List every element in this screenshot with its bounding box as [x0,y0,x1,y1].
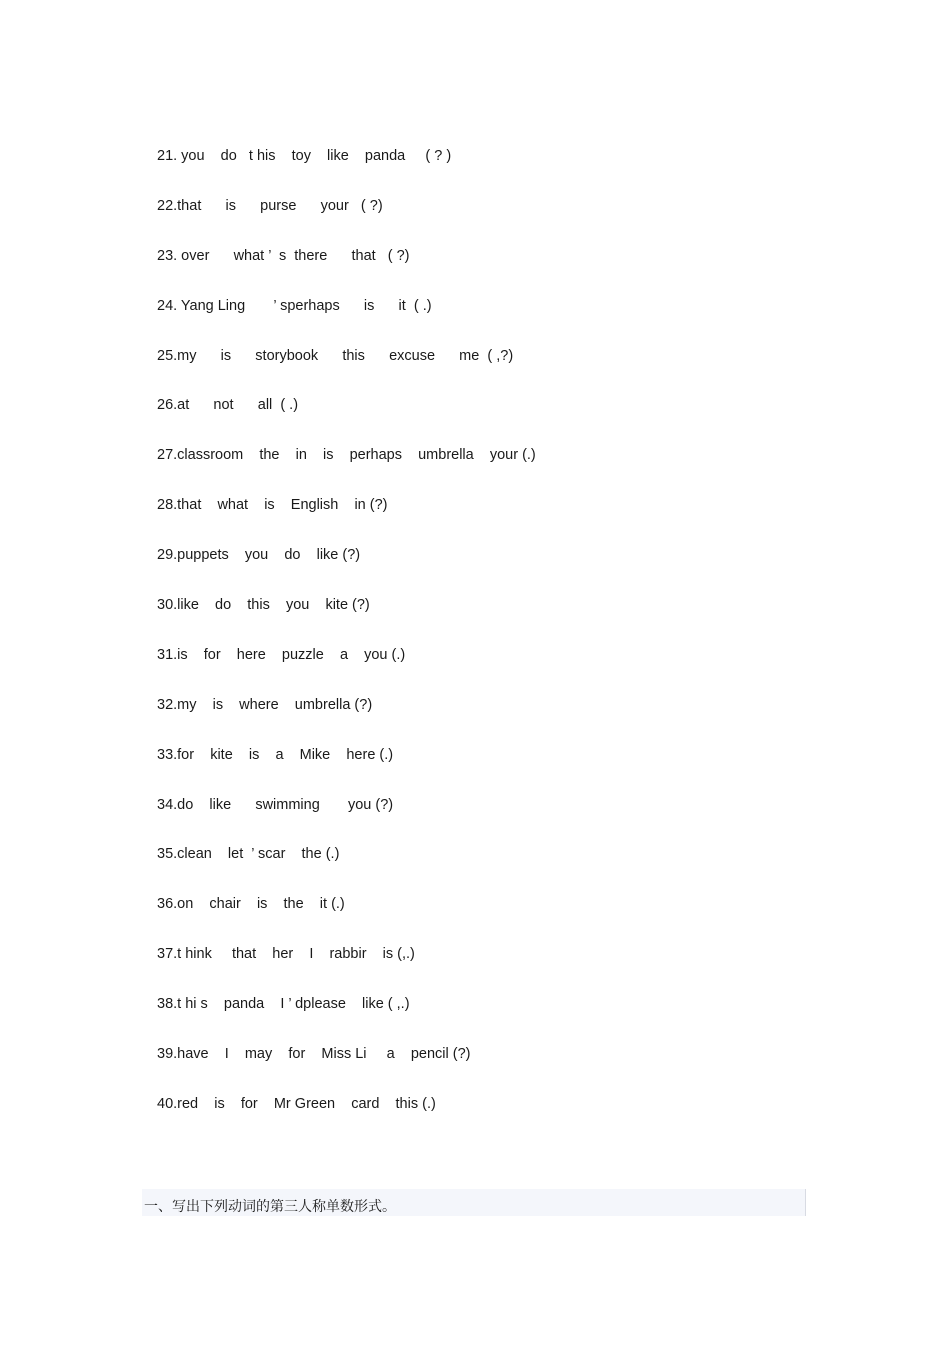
sentence-ordering-exercises [157,144,857,1142]
exercise-item-37: 37.t hink that her I rabbir is (,.) [157,946,415,963]
exercise-item-29: 29.puppets you do like (?) [157,547,361,564]
exercise-item-36: 36.on chair is the it (.) [157,896,345,913]
exercise-item-38: 38.t hi s panda I ’ dplease like ( ,.) [157,996,410,1013]
exercise-item-40: 40.red is for Mr Green card this (.) [157,1095,436,1112]
exercise-item-35: 35.clean let ’ scar the (.) [157,846,340,863]
exercise-item-24: 24. Yang Ling ’ sperhaps is it ( .) [157,297,432,314]
exercise-item-30: 30.like do this you kite (?) [157,597,370,614]
exercise-item-21: 21. you do t his toy like panda ( ? ) [157,148,452,164]
exercise-item-22: 22.that is purse your ( ?) [157,197,383,214]
exercise-item-27: 27.classroom the in is perhaps umbrella your (.) [157,447,536,464]
exercise-item-31: 31.is for here puzzle a you (.) [157,646,406,663]
exercise-item-28: 28.that what is English in (?) [157,497,388,514]
section-heading: 一、写出下列动词的第三人称单数形式。 [142,1189,806,1216]
exercise-item-34: 34.do like swimming you (?) [157,796,394,813]
exercise-item-33: 33.for kite is a Mike here (.) [157,746,394,763]
exercise-item-32: 32.my is where umbrella (?) [157,696,373,713]
exercise-item-39: 39.have I may for Miss Li a pencil (?) [157,1046,471,1063]
exercise-item-23: 23. over what ’ s there that ( ?) [157,247,410,264]
exercise-item-26: 26.at not all ( .) [157,397,299,414]
exercise-item-25: 25.my is storybook this excuse me ( ,?) [157,347,514,364]
